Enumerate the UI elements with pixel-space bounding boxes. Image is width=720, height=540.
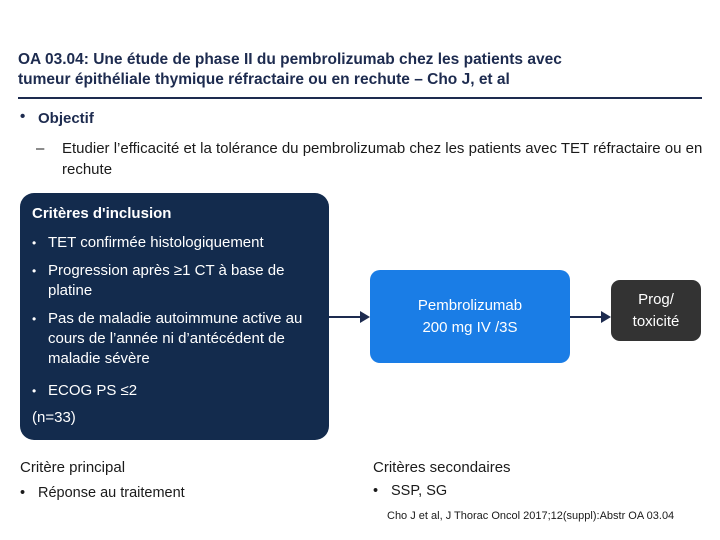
inclusion-heading: Critères d'inclusion [32,205,172,222]
title-divider [18,97,702,99]
bullet-icon: • [32,236,37,250]
outcome-box [611,280,701,341]
slide-title-line1: OA 03.04: Une étude de phase II du pembrolizumab chez les patients avec [18,51,562,68]
dash-icon: – [36,140,45,157]
bullet-icon: • [32,264,37,278]
bullet-icon: • [20,108,26,125]
bullet-icon: • [373,483,379,499]
secondary-endpoints-heading: Critères secondaires [373,459,511,476]
bullet-icon: • [32,384,37,398]
slide-title-line2: tumeur épithéliale thymique réfractaire ou en rechute – Cho J, et al [18,71,510,88]
arrow-line [570,316,602,318]
inclusion-item-text: Pas de maladie autoimmune active au cours de l’année ni d’antécédent de maladie sévère [48,310,303,367]
inclusion-item-text: Progression après ≥1 CT à base de platine [48,262,285,299]
outcome-line2: toxicité [632,312,680,330]
objective-label: Objectif [38,110,94,127]
slide-title [18,50,708,90]
inclusion-item-text: TET confirmée histologiquement [48,234,264,251]
bullet-icon: • [20,485,26,501]
outcome-line1: Prog/ [638,290,674,308]
treatment-name: Pembrolizumab [417,296,523,314]
bullet-icon: • [32,312,37,326]
secondary-endpoints-text: SSP, SG [391,483,448,499]
primary-endpoint-text: Réponse au traitement [38,485,185,501]
treatment-box [370,270,570,363]
treatment-dose: 200 mg IV /3S [422,318,518,336]
inclusion-criteria-box [20,193,329,440]
reference-citation: Cho J et al, J Thorac Oncol 2017;12(suppl):Abstr OA 03.04 [387,510,675,522]
primary-endpoint-heading: Critère principal [20,459,126,476]
inclusion-item-text: ECOG PS ≤2 [48,382,138,399]
objective-text: Etudier l’efficacité et la tolérance du pembrolizumab chez les patients avec TET réfractaire ou en rechute [62,140,703,178]
arrow-right-icon [360,311,370,323]
arrow-line [329,316,361,318]
sample-size: (n=33) [32,409,76,426]
arrow-right-icon [601,311,611,323]
